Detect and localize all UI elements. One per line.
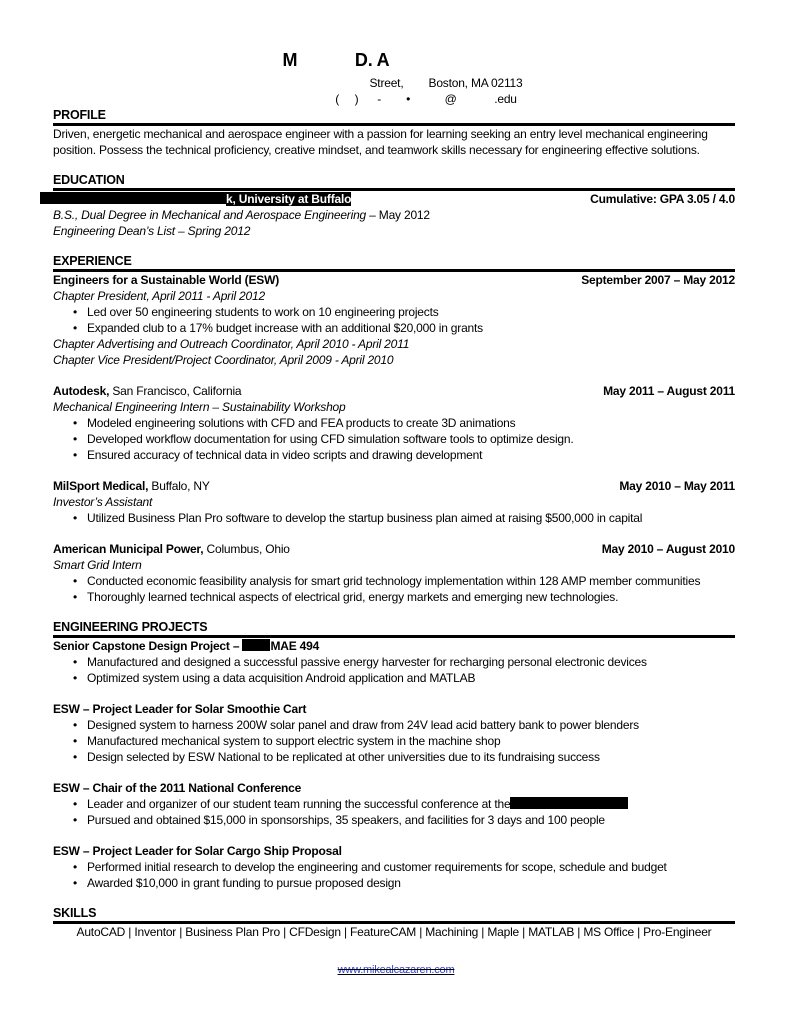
location: Columbus, Ohio (203, 542, 290, 556)
bullet-item (53, 749, 735, 765)
section-heading: EXPERIENCE (53, 254, 132, 268)
redacted-block (242, 639, 270, 651)
organization: MilSport Medical, (53, 479, 149, 493)
bullet-text: Leader and organizer of our student team running the successful conference at the (87, 797, 511, 811)
address: Street, Boston, MA 02113 (369, 76, 523, 90)
project-title (53, 701, 735, 717)
role-title: Smart Grid Intern (53, 558, 142, 572)
bullet-text: Awarded $10,000 in grant funding to pursue proposed design (87, 876, 401, 890)
profile-text: Driven, energetic mechanical and aerospace engineer with a passion for learning seeking an entry level mechanical engineering (53, 127, 708, 141)
project-entry (53, 780, 735, 828)
project-title-text: ESW – Project Leader for Solar Cargo Ship Proposal (53, 844, 342, 858)
profile-section (53, 107, 735, 158)
organization: Engineers for a Sustainable World (ESW) (53, 273, 280, 287)
course-code: MAE 494 (270, 639, 320, 653)
bullet-item: • Modeled engineering solutions with CFD and FEA products to create 3D animations (53, 415, 735, 431)
education-section (53, 172, 735, 239)
project-title (53, 843, 735, 859)
bullet-item (53, 859, 735, 875)
project-title (53, 780, 735, 796)
bullet-item: • Expanded club to a 17% budget increase with an additional $20,000 in grants (53, 320, 735, 336)
org-wrap (53, 541, 290, 557)
honor: Engineering Dean’s List – Spring 2012 (53, 224, 251, 238)
project-entry (53, 843, 735, 891)
organization: American Municipal Power, (53, 542, 204, 556)
bullet-list (53, 717, 735, 765)
experience-entry (53, 478, 735, 526)
bullet-item: • Conducted economic feasibility analysis for smart grid technology implementation within 128 AMP member communities (53, 573, 735, 589)
school-name: k, University at Buffalo (226, 192, 352, 206)
entry-header (53, 383, 735, 399)
entry-header (53, 541, 735, 557)
redacted-block (510, 797, 628, 809)
role-title: Chapter Advertising and Outreach Coordinator, April 2010 - April 2011 (53, 337, 410, 351)
role-title: Chapter Vice President/Project Coordinator, April 2009 - April 2010 (53, 353, 394, 367)
bullet-item (53, 796, 735, 812)
location: Buffalo, NY (148, 479, 210, 493)
bullet-list (53, 510, 735, 526)
bullet-item: • Utilized Business Plan Pro software to develop the startup business plan aimed at raising $500,000 in capital (53, 510, 735, 526)
projects-section (53, 619, 735, 891)
bullet-text: Designed system to harness 200W solar panel and draw from 24V lead acid battery bank to power blenders (87, 718, 639, 732)
bullet-list (53, 859, 735, 891)
resume-body (53, 107, 735, 940)
bullet-text: Pursued and obtained $15,000 in sponsorships, 35 speakers, and facilities for 3 days and 100 people (87, 813, 605, 827)
bullet-item (53, 670, 735, 686)
dates: May 2010 – August 2010 (601, 542, 735, 556)
role-title: Investor’s Assistant (53, 495, 153, 509)
project-entry (53, 638, 735, 686)
dates: May 2010 – May 2011 (619, 479, 735, 493)
project-entry (53, 701, 735, 765)
experience-entry (53, 272, 735, 368)
bullet-text: Manufactured and designed a successful passive energy harvester for recharging personal electronic devices (87, 655, 647, 669)
profile-text: position. Possess the technical proficiency, creative mindset, and teamwork skills necessary for engineering effective solutions. (53, 143, 700, 157)
bullet-item (53, 733, 735, 749)
bullet-text: Performed initial research to develop the engineering and customer requirements for scope, schedule and budget (87, 860, 667, 874)
redacted-block (40, 192, 226, 204)
degree: B.S., Dual Degree in Mechanical and Aerospace Engineering (53, 208, 367, 222)
role-title: Mechanical Engineering Intern – Sustainability Workshop (53, 400, 346, 414)
bullet-text: Optimized system using a data acquisition Android application and MATLAB (87, 671, 476, 685)
project-title (53, 638, 735, 654)
skills-section (53, 905, 735, 940)
bullet-text: Manufactured mechanical system to support electric system in the machine shop (87, 734, 501, 748)
entry-header (53, 272, 735, 288)
bullet-item: • Developed workflow documentation for using CFD simulation software tools to optimize design. (53, 431, 735, 447)
bullet-item (53, 875, 735, 891)
bullet-list (53, 304, 735, 336)
bullet-text: Design selected by ESW National to be replicated at other universities due to its fundraising success (87, 750, 600, 764)
project-title-text: Senior Capstone Design Project – (53, 639, 243, 653)
bullet-item (53, 812, 735, 828)
entry-header (53, 478, 735, 494)
bullet-item (53, 717, 735, 733)
section-heading: EDUCATION (53, 173, 125, 187)
gpa: Cumulative: GPA 3.05 / 4.0 (590, 192, 735, 206)
section-heading: PROFILE (53, 108, 106, 122)
dates: September 2007 – May 2012 (581, 273, 735, 287)
bullet-list (53, 415, 735, 463)
dates: May 2011 – August 2011 (603, 384, 735, 398)
bullet-item: • Led over 50 engineering students to work on 10 engineering projects (53, 304, 735, 320)
section-heading: ENGINEERING PROJECTS (53, 620, 208, 634)
org-wrap (53, 478, 210, 494)
bullet-list (53, 573, 735, 605)
bullet-item (53, 654, 735, 670)
project-title-text: ESW – Project Leader for Solar Smoothie Cart (53, 702, 307, 716)
role-title: Chapter President, April 2011 - April 2012 (53, 289, 265, 303)
experience-entry (53, 383, 735, 463)
degree-date: – May 2012 (366, 208, 430, 222)
contact-info: ( ) - • @ .edu (335, 92, 517, 106)
org-wrap (53, 383, 241, 399)
section-heading: SKILLS (53, 906, 97, 920)
bullet-item: • Thoroughly learned technical aspects of electrical grid, energy markets and emerging new technologies. (53, 589, 735, 605)
candidate-name: M D. A (282, 50, 390, 70)
skills-list: AutoCAD | Inventor | Business Plan Pro | CFDesign | FeatureCAM | Machining | Maple | MATLAB | MS Office | Pro-Engineer (76, 925, 712, 939)
project-title-text: ESW – Chair of the 2011 National Conference (53, 781, 302, 795)
org-wrap (53, 272, 279, 288)
organization: Autodesk, (53, 384, 110, 398)
experience-section (53, 253, 735, 605)
website-link[interactable]: www.mikealcazaren.com (337, 964, 455, 976)
location: San Francisco, California (109, 384, 242, 398)
experience-entry (53, 541, 735, 605)
bullet-item: • Ensured accuracy of technical data in video scripts and drawing development (53, 447, 735, 463)
bullet-list (53, 654, 735, 686)
bullet-list (53, 796, 735, 828)
